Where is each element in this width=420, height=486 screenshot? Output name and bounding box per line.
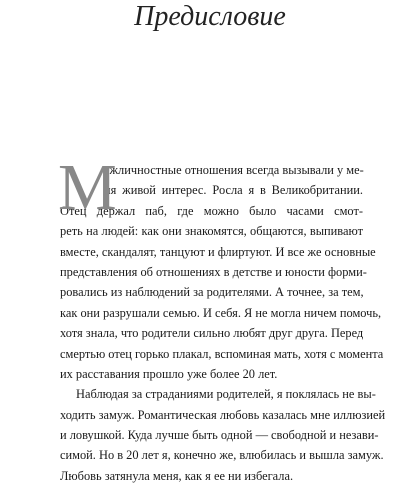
paragraph-2 [60,384,386,486]
text-line: ежличностные отношения всегда вызывали у ме- [104,163,364,177]
text-line: Отец держал паб, где можно было часами смот- [60,203,363,218]
text-line: ходить замуж. Романтическая любовь казалась мне иллюзией [60,407,386,422]
text-line: реть на людей: как они знакомятся, общаются, выпивают [60,224,363,239]
page-title: Предисловие [134,1,286,32]
text-line: их расставания прошло уже более 20 лет. [60,366,278,381]
drop-cap: М [58,151,117,224]
text-line: Наблюдая за страданиями родителей, я поклялась не вы- [76,387,376,402]
text-line: вместе, скандалят, танцуют и флиртуют. И все же основные [60,244,376,259]
text-line: ровались из наблюдений за родителями. А точнее, за тем, [60,285,364,300]
text-line: симой. Но в 20 лет я, конечно же, влюбилась и вышла замуж. [60,448,384,463]
paragraph-1 [58,151,384,384]
text-line: как они разрушали семью. И себя. Я не могла ничем помочь, [60,305,382,320]
body-text [58,151,386,486]
text-line: представления об отношениях в детстве и юности форми- [60,264,367,279]
text-line: смертью отец горько плакал, вспоминая мать, хотя с момента [60,346,384,361]
text-line: и ловушкой. Куда лучше быть одной — свободной и незави- [60,428,379,443]
text-line: ня живой интерес. Росла я в Великобритании. [104,183,363,198]
text-line: хотя знала, что родители сильно любят друг друга. Перед [60,326,364,341]
text-line: Любовь затянула меня, как я ее ни избегала. [60,468,294,483]
